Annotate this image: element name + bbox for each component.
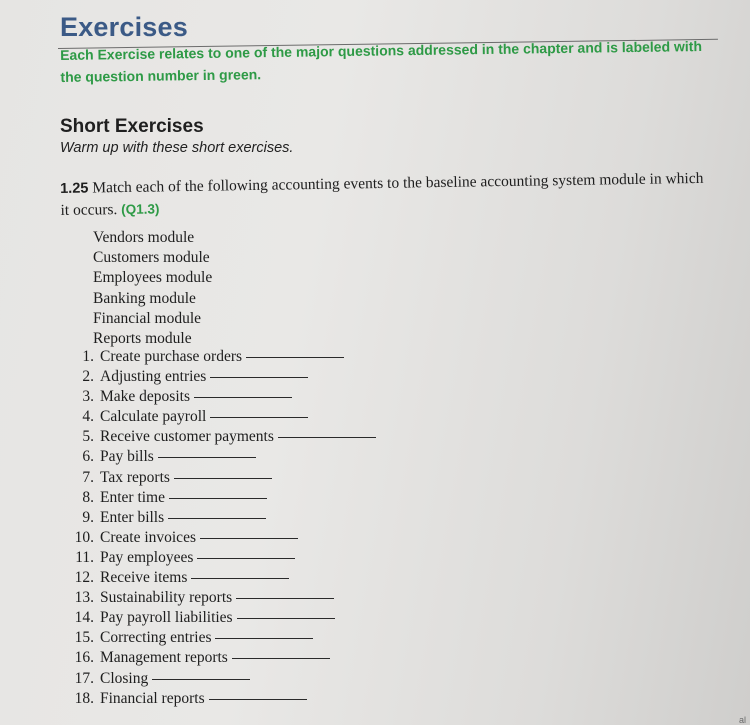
event-item — [70, 427, 376, 447]
event-number: 7. — [82, 468, 94, 486]
answer-blank[interactable] — [232, 657, 330, 659]
section-title: Short Exercises — [60, 116, 204, 137]
event-number: 3. — [82, 388, 94, 406]
event-label: Correcting entries — [100, 629, 212, 647]
event-number: 14. — [74, 609, 94, 627]
event-number: 16. — [74, 649, 94, 667]
event-item — [70, 387, 376, 407]
event-number: 13. — [74, 589, 94, 607]
event-item — [70, 669, 376, 689]
event-item — [70, 447, 376, 467]
module-item: Financial module — [93, 309, 202, 327]
answer-blank[interactable] — [246, 356, 344, 358]
event-item — [70, 488, 376, 508]
event-item — [70, 628, 376, 648]
event-item — [70, 588, 376, 608]
event-number: 5. — [82, 428, 94, 446]
question-number: 1.25 — [60, 180, 89, 197]
event-item — [70, 347, 376, 367]
page-corner-text: al — [738, 715, 746, 725]
answer-blank[interactable] — [209, 698, 307, 700]
answer-blank[interactable] — [278, 436, 376, 438]
answer-blank[interactable] — [158, 456, 256, 458]
event-item — [70, 648, 376, 668]
module-item: Reports module — [93, 330, 192, 348]
answer-blank[interactable] — [169, 497, 267, 499]
answer-blank[interactable] — [168, 517, 266, 519]
event-item — [70, 608, 376, 628]
module-item: Vendors module — [93, 229, 195, 246]
question-prompt — [60, 168, 711, 222]
event-item — [70, 508, 376, 528]
event-item — [70, 407, 376, 427]
answer-blank[interactable] — [236, 597, 334, 599]
answer-blank[interactable] — [194, 396, 292, 398]
event-label: Enter bills — [100, 508, 165, 526]
event-number: 10. — [74, 528, 94, 546]
event-number: 12. — [74, 569, 94, 587]
event-number: 4. — [82, 408, 94, 426]
event-item — [70, 468, 376, 488]
event-label: Pay bills — [100, 448, 154, 466]
event-number: 18. — [74, 689, 94, 707]
module-item: Customers module — [93, 249, 210, 267]
answer-blank[interactable] — [215, 637, 313, 639]
module-list — [93, 228, 212, 349]
answer-blank[interactable] — [210, 376, 308, 378]
event-number: 17. — [74, 669, 94, 687]
event-number: 15. — [74, 629, 94, 647]
event-label: Create purchase orders — [100, 348, 243, 365]
answer-blank[interactable] — [174, 477, 272, 479]
answer-blank[interactable] — [152, 678, 250, 680]
event-list — [70, 347, 376, 709]
module-item: Employees module — [93, 269, 213, 287]
event-label: Management reports — [100, 649, 228, 667]
question-text: Match each of the following accounting events to the baseline accounting system module in which it occurs. — [60, 169, 704, 219]
event-item — [70, 528, 376, 548]
answer-blank[interactable] — [197, 557, 295, 559]
event-label: Enter time — [100, 488, 165, 506]
event-label: Pay employees — [100, 548, 194, 566]
question-tag: (Q1.3) — [121, 201, 160, 218]
event-label: Make deposits — [100, 388, 190, 406]
event-label: Receive items — [100, 569, 188, 587]
event-number: 6. — [82, 448, 94, 466]
page-title: Exercises — [60, 12, 188, 42]
intro-text: Each Exercise relates to one of the major questions addressed in the chapter and is labeled with the question number in green. — [60, 38, 703, 85]
event-label: Adjusting entries — [100, 368, 207, 386]
event-label: Create invoices — [100, 528, 196, 546]
event-label: Calculate payroll — [100, 408, 207, 426]
event-number: 2. — [82, 368, 94, 386]
event-label: Sustainability reports — [100, 589, 233, 607]
event-number: 9. — [82, 508, 94, 526]
section-subtitle: Warm up with these short exercises. — [60, 140, 294, 156]
answer-blank[interactable] — [210, 416, 308, 418]
event-label: Pay payroll liabilities — [100, 609, 233, 627]
event-label: Receive customer payments — [100, 428, 274, 446]
module-item: Banking module — [93, 289, 196, 307]
event-item — [70, 689, 376, 709]
event-label: Financial reports — [100, 689, 205, 707]
answer-blank[interactable] — [200, 537, 298, 539]
event-item — [70, 568, 376, 588]
event-number: 8. — [82, 488, 94, 506]
answer-blank[interactable] — [191, 577, 289, 579]
answer-blank[interactable] — [237, 617, 335, 619]
event-item — [70, 548, 376, 568]
event-item — [70, 367, 376, 387]
event-label: Tax reports — [100, 468, 170, 486]
event-number: 11. — [75, 548, 94, 566]
event-number: 1. — [82, 348, 94, 365]
event-label: Closing — [100, 669, 149, 687]
